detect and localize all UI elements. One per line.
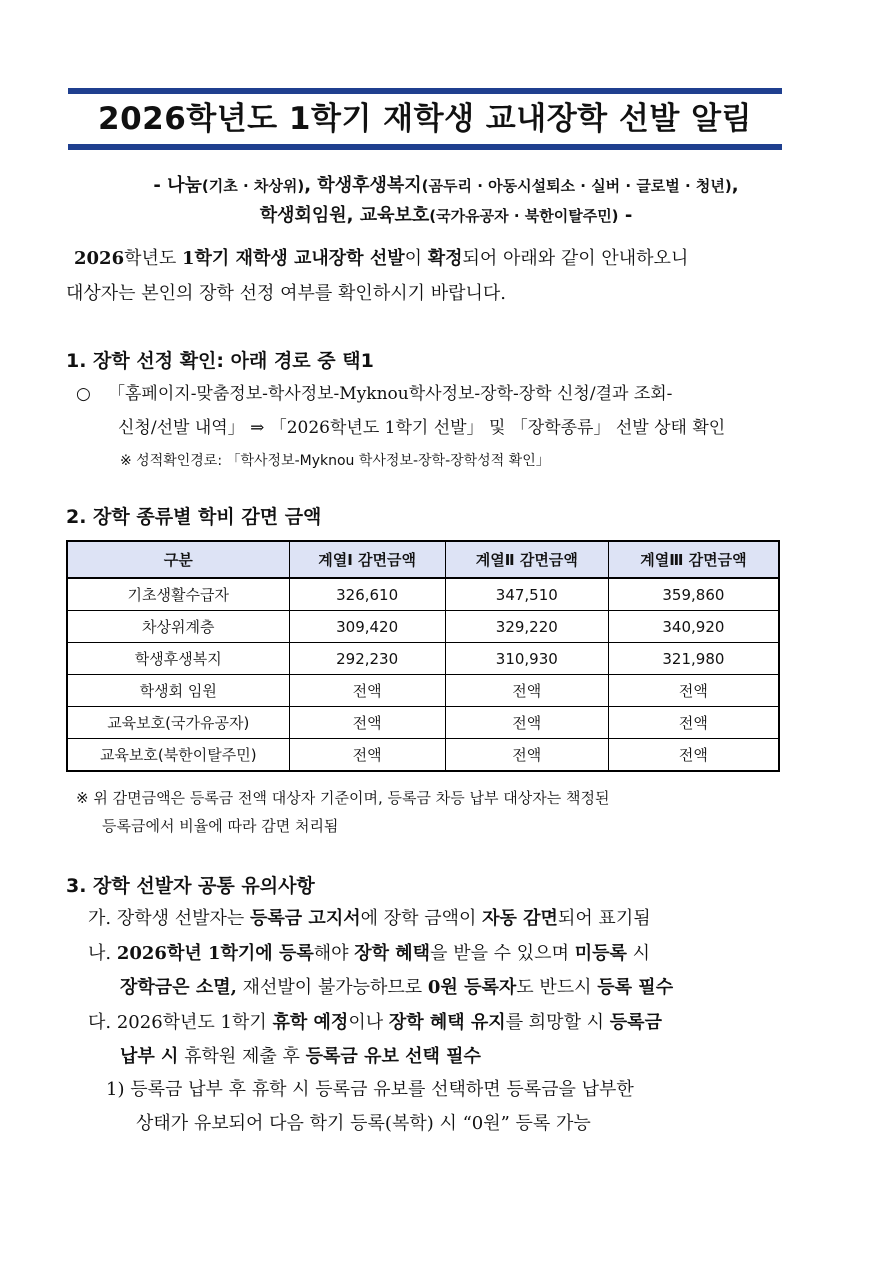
item-text: 다. 2026학년도 1학기 [88, 1012, 273, 1033]
item-bold: 장학 혜택 유지 [388, 1012, 506, 1033]
item-bold: 등록금 [609, 1012, 662, 1033]
cell-amount: 전액 [608, 675, 779, 707]
intro-bold: 2026 [74, 248, 125, 269]
section1-heading: 1. 장학 선정 확인: 아래 경로 중 택1 [66, 350, 374, 372]
item-text: 에 장학 금액이 [360, 908, 483, 929]
table-row [67, 707, 779, 739]
cell-category: 학생회 임원 [67, 675, 289, 707]
item-bold: 장학 혜택 [354, 943, 431, 964]
item-bold: 학기에 등록 [220, 943, 314, 964]
item-bold: 2026 [116, 943, 167, 964]
item-text: 이나 [348, 1012, 389, 1033]
subtitle-part: , 학생후생복지 [304, 175, 422, 196]
item-text: 을 받을 수 있으며 [430, 943, 575, 964]
section3-heading: 3. 장학 선발자 공통 유의사항 [66, 875, 315, 897]
col-header-series1: 계열Ⅰ 감면금액 [289, 541, 445, 578]
cell-amount: 310,930 [445, 643, 608, 675]
cell-amount: 전액 [289, 707, 445, 739]
cell-category: 교육보호(국가유공자) [67, 707, 289, 739]
item-bold: 미등록 [574, 943, 627, 964]
cell-amount: 326,610 [289, 578, 445, 611]
fee-table [66, 540, 780, 772]
section1-path-line-1: 「홈페이지-맞춤정보-학사정보-Myknou학사정보-장학-장학 신청/결과 조회- [108, 384, 673, 404]
cell-category: 기초생활수급자 [67, 578, 289, 611]
subtitle-part: (기초 · 차상위) [201, 177, 305, 195]
cell-amount: 340,920 [608, 611, 779, 643]
cell-category: 교육보호(북한이탈주민) [67, 739, 289, 772]
intro-line-1 [66, 241, 786, 276]
item-text: 휴학원 제출 후 [178, 1046, 306, 1067]
cell-amount: 359,860 [608, 578, 779, 611]
item-bold: 장학금은 소멸, [120, 977, 237, 998]
item-da-line-2 [120, 1039, 481, 1075]
item-bold: 휴학 예정 [272, 1012, 349, 1033]
table-row [67, 611, 779, 643]
subtitle-part: (국가유공자 · 북한이탈주민) [429, 207, 619, 225]
intro-bold: 확정 [427, 248, 463, 269]
intro-text: 이 [404, 248, 428, 269]
intro-text: 되어 아래와 같이 안내하오니 [462, 248, 689, 269]
col-header-series2: 계열Ⅱ 감면금액 [445, 541, 608, 578]
cell-category: 차상위계층 [67, 611, 289, 643]
item-bold: 등록금 고지서 [250, 908, 361, 929]
cell-amount: 309,420 [289, 611, 445, 643]
cell-amount: 347,510 [445, 578, 608, 611]
cell-amount: 전액 [608, 739, 779, 772]
intro-line-2: 대상자는 본인의 장학 선정 여부를 확인하시기 바랍니다. [66, 283, 506, 304]
subtitle-line-2 [40, 201, 852, 231]
cell-amount: 전액 [608, 707, 779, 739]
table-row [67, 578, 779, 611]
subitem-1-line-1: 1) 등록금 납부 후 휴학 시 등록금 유보를 선택하면 등록금을 납부한 [106, 1079, 634, 1100]
subtitle-part: 학생회임원, 교육보호 [259, 205, 430, 226]
page-title: 2026학년도 1학기 재학생 교내장학 선발 알림 [98, 101, 752, 137]
item-da-line-1 [88, 1005, 662, 1041]
table-row [67, 643, 779, 675]
cell-amount: 329,220 [445, 611, 608, 643]
cell-amount: 321,980 [608, 643, 779, 675]
subtitle-part: - 나눔 [153, 175, 202, 196]
section2-note-line-2: 등록금에서 비율에 따라 감면 처리됨 [102, 817, 339, 835]
item-text: 해야 [313, 943, 355, 964]
item-bold: 등록금 유보 선택 필수 [305, 1046, 481, 1067]
item-text: 시 [626, 943, 650, 964]
section1-path-line-2: 신청/선발 내역」 ⇒ 「2026학년도 1학기 선발」 및 「장학종류」 선발 상태 확인 [118, 418, 726, 438]
subitem-1-line-2: 상태가 유보되어 다음 학기 등록(복학) 시 “0원” 등록 가능 [136, 1113, 591, 1134]
item-bold: 등록 필수 [597, 977, 674, 998]
subtitle-part: , [731, 175, 739, 196]
title-top-rule [68, 88, 782, 94]
item-text: 되어 표기됨 [557, 908, 651, 929]
item-text: 를 희망할 시 [505, 1012, 610, 1033]
subtitle-line-1 [40, 171, 852, 201]
cell-amount: 292,230 [289, 643, 445, 675]
item-text: 재선발이 불가능하므로 [236, 977, 428, 998]
subtitle-part: - [618, 205, 633, 226]
table-header-row [67, 541, 779, 578]
section1-bullet: ○ [76, 384, 91, 404]
table-row [67, 675, 779, 707]
section2-note-line-1: ※ 위 감면금액은 등록금 전액 대상자 기준이며, 등록금 차등 납부 대상자는 책정된 [76, 789, 610, 807]
table-row [67, 739, 779, 772]
item-bold: 자동 감면 [482, 908, 558, 929]
item-bold: 학년 [166, 943, 208, 964]
cell-amount: 전액 [289, 675, 445, 707]
item-ga [88, 901, 651, 937]
section1-note: ※ 성적확인경로: 「학사정보-Myknou 학사정보-장학-장학성적 확인」 [120, 453, 550, 469]
cell-category: 학생후생복지 [67, 643, 289, 675]
cell-amount: 전액 [445, 675, 608, 707]
item-bold: 납부 시 [120, 1046, 179, 1067]
col-header-category: 구분 [67, 541, 289, 578]
item-na-line-2 [120, 970, 673, 1006]
item-text: 도 반드시 [516, 977, 598, 998]
intro-bold: 학기 재학생 교내장학 선발 [194, 248, 405, 269]
item-na-line-1 [88, 936, 650, 972]
section2-heading: 2. 장학 종류별 학비 감면 금액 [66, 506, 322, 528]
cell-amount: 전액 [289, 739, 445, 772]
col-header-series3: 계열Ⅲ 감면금액 [608, 541, 779, 578]
subtitle-part: (곰두리 · 아동시설퇴소 · 실버 · 글로벌 · 청년) [421, 177, 732, 195]
item-text: 나. [88, 943, 117, 964]
intro-bold: 1 [182, 248, 195, 269]
cell-amount: 전액 [445, 739, 608, 772]
intro-text: 학년도 [124, 248, 182, 269]
title-bottom-rule [68, 144, 782, 150]
item-bold: 1 [208, 943, 221, 964]
item-bold: 0원 등록자 [427, 977, 517, 998]
intro-paragraph [66, 241, 786, 311]
cell-amount: 전액 [445, 707, 608, 739]
item-text: 가. 장학생 선발자는 [88, 908, 250, 929]
